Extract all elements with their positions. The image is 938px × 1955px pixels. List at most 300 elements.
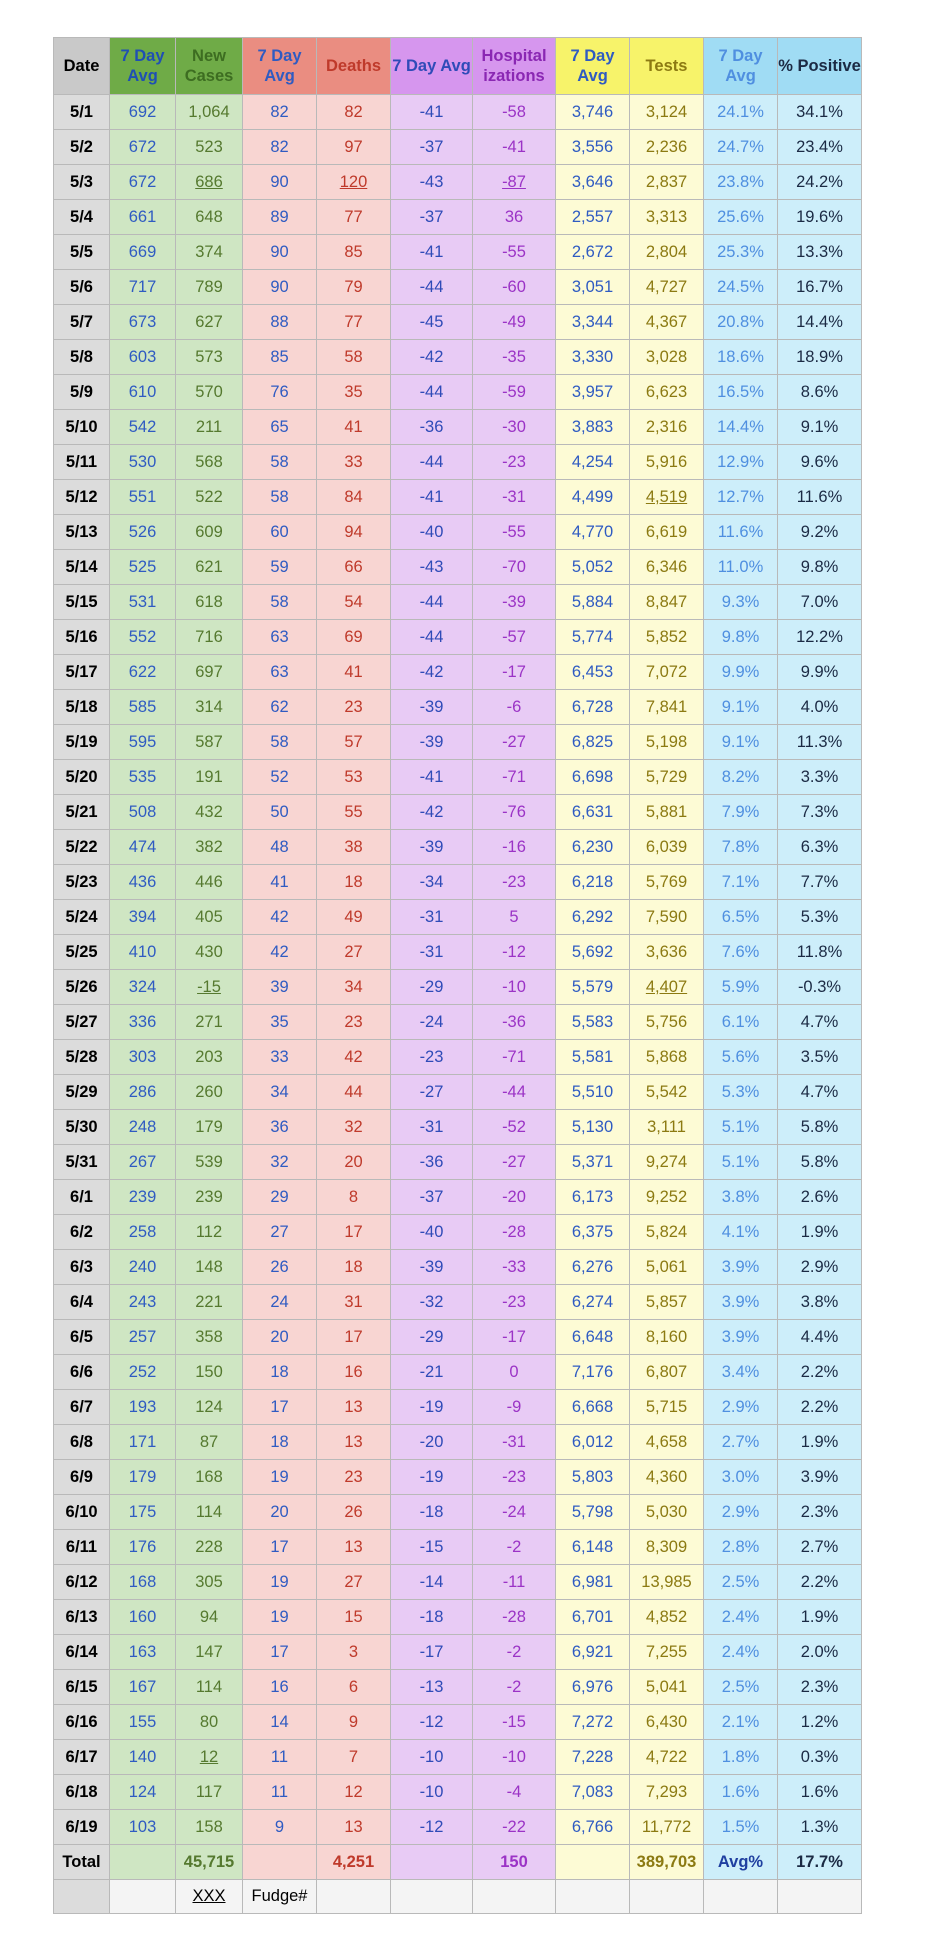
table-cell[interactable]: -15 (473, 1705, 556, 1740)
table-cell[interactable]: 717 (110, 270, 176, 305)
table-cell[interactable]: 5,798 (556, 1495, 630, 1530)
date-cell[interactable]: 6/7 (54, 1390, 110, 1425)
table-cell[interactable]: -55 (473, 515, 556, 550)
table-cell[interactable]: 2.9% (704, 1390, 778, 1425)
table-cell[interactable]: 692 (110, 95, 176, 130)
table-cell[interactable]: 11.8% (778, 935, 862, 970)
table-cell[interactable] (556, 1880, 630, 1914)
table-cell[interactable]: 622 (110, 655, 176, 690)
table-cell[interactable]: -32 (391, 1285, 473, 1320)
table-cell[interactable]: 7.3% (778, 795, 862, 830)
table-cell[interactable]: 9.1% (704, 725, 778, 760)
table-cell[interactable]: 13 (317, 1390, 391, 1425)
table-cell[interactable]: 18.9% (778, 340, 862, 375)
table-cell[interactable]: 474 (110, 830, 176, 865)
table-cell[interactable]: -15 (391, 1530, 473, 1565)
table-cell[interactable]: 34 (317, 970, 391, 1005)
date-cell[interactable]: 5/31 (54, 1145, 110, 1180)
date-cell[interactable]: 5/12 (54, 480, 110, 515)
date-cell[interactable]: 5/22 (54, 830, 110, 865)
table-cell[interactable]: 24.7% (704, 130, 778, 165)
table-cell[interactable]: -41 (473, 130, 556, 165)
date-cell[interactable]: 6/16 (54, 1705, 110, 1740)
table-cell[interactable]: 523 (176, 130, 243, 165)
table-cell[interactable]: 2.8% (704, 1530, 778, 1565)
table-cell[interactable]: 58 (243, 480, 317, 515)
date-cell[interactable]: 6/4 (54, 1285, 110, 1320)
table-cell[interactable]: -20 (473, 1180, 556, 1215)
table-cell[interactable]: 6,698 (556, 760, 630, 795)
table-cell[interactable]: 84 (317, 480, 391, 515)
table-cell[interactable]: 23 (317, 1005, 391, 1040)
table-cell[interactable]: 11 (243, 1775, 317, 1810)
table-cell[interactable]: 69 (317, 620, 391, 655)
table-cell[interactable]: 24.5% (704, 270, 778, 305)
table-cell[interactable]: -31 (473, 1425, 556, 1460)
table-cell[interactable]: 58 (243, 445, 317, 480)
table-cell[interactable]: 32 (317, 1110, 391, 1145)
date-cell[interactable]: 5/17 (54, 655, 110, 690)
table-cell[interactable]: 6.5% (704, 900, 778, 935)
table-cell[interactable]: 6,012 (556, 1425, 630, 1460)
table-cell[interactable]: 7.9% (704, 795, 778, 830)
table-cell[interactable]: 573 (176, 340, 243, 375)
table-cell[interactable]: 3.8% (704, 1180, 778, 1215)
table-cell[interactable]: 158 (176, 1810, 243, 1845)
table-cell[interactable]: -39 (391, 725, 473, 760)
table-cell[interactable]: 1.2% (778, 1705, 862, 1740)
table-cell[interactable]: 252 (110, 1355, 176, 1390)
table-cell[interactable]: 4,727 (630, 270, 704, 305)
table-cell[interactable]: 112 (176, 1215, 243, 1250)
table-cell[interactable]: 5,774 (556, 620, 630, 655)
table-cell[interactable]: -23 (473, 865, 556, 900)
table-cell[interactable]: 6.3% (778, 830, 862, 865)
date-cell[interactable]: 6/15 (54, 1670, 110, 1705)
table-cell[interactable]: 17 (243, 1635, 317, 1670)
table-cell[interactable] (317, 1880, 391, 1914)
date-cell[interactable]: 5/27 (54, 1005, 110, 1040)
table-cell[interactable]: 525 (110, 550, 176, 585)
table-cell[interactable]: 595 (110, 725, 176, 760)
table-cell[interactable]: 535 (110, 760, 176, 795)
table-cell[interactable]: -11 (473, 1565, 556, 1600)
table-cell[interactable]: 542 (110, 410, 176, 445)
table-cell[interactable]: 2.3% (778, 1670, 862, 1705)
table-cell[interactable]: 522 (176, 480, 243, 515)
table-cell[interactable]: 8,309 (630, 1530, 704, 1565)
table-cell[interactable]: -29 (391, 970, 473, 1005)
date-cell[interactable]: 6/17 (54, 1740, 110, 1775)
table-cell[interactable]: -42 (391, 340, 473, 375)
table-cell[interactable]: 5,198 (630, 725, 704, 760)
table-cell[interactable]: 7.6% (704, 935, 778, 970)
table-cell[interactable]: 27 (317, 1565, 391, 1600)
table-cell[interactable]: 0.3% (778, 1740, 862, 1775)
table-cell[interactable] (556, 1845, 630, 1880)
table-cell[interactable]: 5,916 (630, 445, 704, 480)
table-cell[interactable]: 260 (176, 1075, 243, 1110)
table-cell[interactable]: 8 (317, 1180, 391, 1215)
table-cell[interactable]: 0 (473, 1355, 556, 1390)
table-cell[interactable]: 50 (243, 795, 317, 830)
table-cell[interactable]: -39 (391, 1250, 473, 1285)
table-cell[interactable]: 36 (473, 200, 556, 235)
table-cell[interactable]: 1.9% (778, 1215, 862, 1250)
date-cell[interactable]: 5/13 (54, 515, 110, 550)
table-cell[interactable]: 16 (243, 1670, 317, 1705)
table-cell[interactable]: 5,692 (556, 935, 630, 970)
table-cell[interactable]: 26 (317, 1495, 391, 1530)
date-cell[interactable]: 5/14 (54, 550, 110, 585)
table-cell[interactable]: 2.7% (704, 1425, 778, 1460)
table-cell[interactable]: 7,255 (630, 1635, 704, 1670)
table-cell[interactable]: 171 (110, 1425, 176, 1460)
table-cell[interactable]: -36 (473, 1005, 556, 1040)
table-cell[interactable]: 15 (317, 1600, 391, 1635)
date-cell[interactable]: 5/7 (54, 305, 110, 340)
table-cell[interactable]: 9.8% (704, 620, 778, 655)
date-cell[interactable]: 5/26 (54, 970, 110, 1005)
table-cell[interactable]: 191 (176, 760, 243, 795)
table-cell[interactable]: 12 (317, 1775, 391, 1810)
table-cell[interactable]: 2.2% (778, 1565, 862, 1600)
table-cell[interactable]: 243 (110, 1285, 176, 1320)
table-cell[interactable]: 29 (243, 1180, 317, 1215)
table-cell[interactable]: 20 (243, 1320, 317, 1355)
table-cell[interactable]: 672 (110, 130, 176, 165)
table-cell[interactable]: 6,375 (556, 1215, 630, 1250)
table-cell[interactable]: 4,499 (556, 480, 630, 515)
table-cell[interactable]: 33 (317, 445, 391, 480)
table-cell[interactable]: 4,254 (556, 445, 630, 480)
table-cell[interactable]: 303 (110, 1040, 176, 1075)
table-cell[interactable]: -31 (473, 480, 556, 515)
table-cell[interactable]: 11,772 (630, 1810, 704, 1845)
table-cell[interactable]: 271 (176, 1005, 243, 1040)
table-cell[interactable]: 8,847 (630, 585, 704, 620)
header-hospitalizations[interactable]: Hospital izations (473, 38, 556, 95)
table-cell[interactable]: 23.4% (778, 130, 862, 165)
table-cell[interactable]: 11.0% (704, 550, 778, 585)
date-cell[interactable]: 5/24 (54, 900, 110, 935)
header-positive-7day-avg[interactable]: 7 Day Avg (704, 38, 778, 95)
table-cell[interactable]: -17 (391, 1635, 473, 1670)
table-cell[interactable]: -10 (391, 1775, 473, 1810)
table-cell[interactable]: 5.8% (778, 1110, 862, 1145)
table-cell[interactable]: -37 (391, 200, 473, 235)
table-cell[interactable]: 76 (243, 375, 317, 410)
table-cell[interactable]: 3,124 (630, 95, 704, 130)
table-cell[interactable]: 13 (317, 1425, 391, 1460)
table-cell[interactable]: 1.3% (778, 1810, 862, 1845)
table-cell[interactable]: 3,051 (556, 270, 630, 305)
table-cell[interactable]: 568 (176, 445, 243, 480)
table-cell[interactable]: 16.7% (778, 270, 862, 305)
table-cell[interactable]: 3,746 (556, 95, 630, 130)
table-cell[interactable]: -23 (391, 1040, 473, 1075)
table-cell[interactable]: 4.0% (778, 690, 862, 725)
table-cell[interactable]: 1.8% (704, 1740, 778, 1775)
table-cell[interactable]: 14 (243, 1705, 317, 1740)
table-cell[interactable]: -45 (391, 305, 473, 340)
date-cell[interactable]: 5/5 (54, 235, 110, 270)
table-cell[interactable]: 618 (176, 585, 243, 620)
table-cell[interactable]: 7,083 (556, 1775, 630, 1810)
table-cell[interactable]: 4,722 (630, 1740, 704, 1775)
table-cell[interactable]: 9.3% (704, 585, 778, 620)
table-cell[interactable]: 5,756 (630, 1005, 704, 1040)
table-cell[interactable]: -30 (473, 410, 556, 445)
table-cell[interactable]: 358 (176, 1320, 243, 1355)
date-cell[interactable]: 5/18 (54, 690, 110, 725)
table-cell[interactable]: 7,228 (556, 1740, 630, 1775)
table-cell[interactable]: 405 (176, 900, 243, 935)
table-cell[interactable]: 410 (110, 935, 176, 970)
date-cell[interactable]: 5/29 (54, 1075, 110, 1110)
table-cell[interactable]: 19 (243, 1600, 317, 1635)
table-cell[interactable]: -21 (391, 1355, 473, 1390)
date-cell[interactable]: 5/6 (54, 270, 110, 305)
table-cell[interactable]: 211 (176, 410, 243, 445)
table-cell[interactable]: 62 (243, 690, 317, 725)
table-cell[interactable]: 12.7% (704, 480, 778, 515)
table-cell[interactable]: 7,590 (630, 900, 704, 935)
date-cell[interactable]: 5/23 (54, 865, 110, 900)
table-cell[interactable]: 3.4% (704, 1355, 778, 1390)
table-cell[interactable]: 2.7% (778, 1530, 862, 1565)
table-cell[interactable]: 5,852 (630, 620, 704, 655)
table-cell[interactable]: 19 (243, 1565, 317, 1600)
table-cell[interactable]: 52 (243, 760, 317, 795)
table-cell[interactable]: -43 (391, 165, 473, 200)
table-cell[interactable]: 59 (243, 550, 317, 585)
table-cell[interactable]: 9.6% (778, 445, 862, 480)
table-cell[interactable]: 124 (110, 1775, 176, 1810)
date-cell[interactable]: 5/8 (54, 340, 110, 375)
table-cell[interactable]: -57 (473, 620, 556, 655)
date-cell[interactable]: 6/12 (54, 1565, 110, 1600)
table-cell[interactable]: 90 (243, 165, 317, 200)
table-cell[interactable]: 147 (176, 1635, 243, 1670)
table-cell[interactable]: 35 (317, 375, 391, 410)
date-cell[interactable]: 5/3 (54, 165, 110, 200)
table-cell[interactable]: 12 (176, 1740, 243, 1775)
table-cell[interactable]: 2.3% (778, 1495, 862, 1530)
date-cell[interactable]: 6/5 (54, 1320, 110, 1355)
table-cell[interactable]: 6,430 (630, 1705, 704, 1740)
table-cell[interactable]: 24 (243, 1285, 317, 1320)
table-cell[interactable]: -29 (391, 1320, 473, 1355)
table-cell[interactable]: 179 (176, 1110, 243, 1145)
header-deaths-7day-avg[interactable]: 7 Day Avg (243, 38, 317, 95)
table-cell[interactable]: -35 (473, 340, 556, 375)
table-cell[interactable]: -23 (473, 445, 556, 480)
table-cell[interactable]: 25.6% (704, 200, 778, 235)
table-cell[interactable]: 20.8% (704, 305, 778, 340)
table-cell[interactable]: 60 (243, 515, 317, 550)
table-cell[interactable]: 7,272 (556, 1705, 630, 1740)
table-cell[interactable]: 5,061 (630, 1250, 704, 1285)
table-cell[interactable]: 63 (243, 655, 317, 690)
table-cell[interactable]: 18 (317, 865, 391, 900)
total-percent-positive[interactable]: 17.7% (778, 1845, 862, 1880)
table-cell[interactable]: 114 (176, 1495, 243, 1530)
table-cell[interactable]: 11 (243, 1740, 317, 1775)
table-cell[interactable]: 117 (176, 1775, 243, 1810)
table-cell[interactable]: 2,557 (556, 200, 630, 235)
table-cell[interactable]: 167 (110, 1670, 176, 1705)
table-cell[interactable]: 148 (176, 1250, 243, 1285)
date-cell[interactable]: 6/11 (54, 1530, 110, 1565)
table-cell[interactable]: 80 (176, 1705, 243, 1740)
table-cell[interactable]: 5,041 (630, 1670, 704, 1705)
table-cell[interactable]: 3,111 (630, 1110, 704, 1145)
table-cell[interactable]: 33 (243, 1040, 317, 1075)
note-xxx[interactable]: XXX (176, 1880, 243, 1914)
table-cell[interactable]: 286 (110, 1075, 176, 1110)
table-cell[interactable]: 35 (243, 1005, 317, 1040)
table-cell[interactable]: 603 (110, 340, 176, 375)
date-cell[interactable]: 5/1 (54, 95, 110, 130)
table-cell[interactable]: -10 (473, 970, 556, 1005)
table-cell[interactable]: 6,631 (556, 795, 630, 830)
table-cell[interactable]: 530 (110, 445, 176, 480)
total-new-cases[interactable]: 45,715 (176, 1845, 243, 1880)
table-cell[interactable]: -18 (391, 1495, 473, 1530)
table-cell[interactable]: -16 (473, 830, 556, 865)
table-cell[interactable]: 2.4% (704, 1600, 778, 1635)
table-cell[interactable]: 89 (243, 200, 317, 235)
table-cell[interactable]: 7,072 (630, 655, 704, 690)
date-cell[interactable]: 5/19 (54, 725, 110, 760)
table-cell[interactable]: 3,646 (556, 165, 630, 200)
table-cell[interactable]: 6,292 (556, 900, 630, 935)
table-cell[interactable]: 23 (317, 690, 391, 725)
table-cell[interactable]: 13 (317, 1530, 391, 1565)
total-label[interactable]: Total (54, 1845, 110, 1880)
table-cell[interactable]: 6,648 (556, 1320, 630, 1355)
table-cell[interactable]: 3,028 (630, 340, 704, 375)
table-cell[interactable]: 8.6% (778, 375, 862, 410)
header-tests-7day-avg[interactable]: 7 Day Avg (556, 38, 630, 95)
table-cell[interactable]: -71 (473, 760, 556, 795)
table-cell[interactable]: 4,367 (630, 305, 704, 340)
date-cell[interactable]: 5/25 (54, 935, 110, 970)
date-cell[interactable]: 6/18 (54, 1775, 110, 1810)
table-cell[interactable]: -12 (391, 1810, 473, 1845)
table-cell[interactable]: -31 (391, 935, 473, 970)
table-cell[interactable]: 82 (243, 130, 317, 165)
table-cell[interactable]: 5,542 (630, 1075, 704, 1110)
table-cell[interactable]: 446 (176, 865, 243, 900)
table-cell[interactable]: -12 (391, 1705, 473, 1740)
table-cell[interactable]: 150 (176, 1355, 243, 1390)
table-cell[interactable]: 394 (110, 900, 176, 935)
table-cell[interactable]: 18 (317, 1250, 391, 1285)
table-cell[interactable]: -17 (473, 1320, 556, 1355)
table-cell[interactable]: 5,881 (630, 795, 704, 830)
header-cases-7day-avg[interactable]: 7 Day Avg (110, 38, 176, 95)
table-cell[interactable]: 155 (110, 1705, 176, 1740)
table-cell[interactable]: 25.3% (704, 235, 778, 270)
table-cell[interactable]: 3,313 (630, 200, 704, 235)
date-cell[interactable]: 5/21 (54, 795, 110, 830)
table-cell[interactable]: 5,371 (556, 1145, 630, 1180)
table-cell[interactable]: 551 (110, 480, 176, 515)
date-cell[interactable]: 6/10 (54, 1495, 110, 1530)
table-cell[interactable]: -41 (391, 235, 473, 270)
table-cell[interactable]: 9.1% (778, 410, 862, 445)
table-cell[interactable]: 20 (243, 1495, 317, 1530)
table-cell[interactable]: 5,803 (556, 1460, 630, 1495)
total-avg-label[interactable]: Avg% (704, 1845, 778, 1880)
table-cell[interactable]: 6,766 (556, 1810, 630, 1845)
table-cell[interactable]: 8.2% (704, 760, 778, 795)
table-cell[interactable]: -2 (473, 1635, 556, 1670)
table-cell[interactable]: 32 (243, 1145, 317, 1180)
table-cell[interactable]: 94 (176, 1600, 243, 1635)
table-cell[interactable]: 120 (317, 165, 391, 200)
table-cell[interactable]: 3.8% (778, 1285, 862, 1320)
table-cell[interactable]: 7 (317, 1740, 391, 1775)
table-cell[interactable]: -12 (473, 935, 556, 970)
table-cell[interactable]: -31 (391, 1110, 473, 1145)
table-cell[interactable]: 5.9% (704, 970, 778, 1005)
table-cell[interactable]: 2.2% (778, 1355, 862, 1390)
table-cell[interactable]: 168 (110, 1565, 176, 1600)
table-cell[interactable]: 97 (317, 130, 391, 165)
table-cell[interactable]: -42 (391, 795, 473, 830)
table-cell[interactable]: 669 (110, 235, 176, 270)
table-cell[interactable]: -34 (391, 865, 473, 900)
table-cell[interactable]: 5,868 (630, 1040, 704, 1075)
table-cell[interactable]: 5,581 (556, 1040, 630, 1075)
table-cell[interactable]: 7,176 (556, 1355, 630, 1390)
table-cell[interactable]: 1.6% (704, 1775, 778, 1810)
table-cell[interactable]: 140 (110, 1740, 176, 1775)
table-cell[interactable]: -24 (391, 1005, 473, 1040)
table-cell[interactable]: 23.8% (704, 165, 778, 200)
table-cell[interactable]: -40 (391, 1215, 473, 1250)
table-cell[interactable]: 257 (110, 1320, 176, 1355)
table-cell[interactable]: -52 (473, 1110, 556, 1145)
table-cell[interactable]: 430 (176, 935, 243, 970)
table-cell[interactable]: 9.9% (704, 655, 778, 690)
table-cell[interactable]: 539 (176, 1145, 243, 1180)
table-cell[interactable]: 2,316 (630, 410, 704, 445)
table-cell[interactable]: 3,330 (556, 340, 630, 375)
table-cell[interactable]: 11.6% (778, 480, 862, 515)
table-cell[interactable]: 88 (243, 305, 317, 340)
table-cell[interactable]: 4,519 (630, 480, 704, 515)
table-cell[interactable]: -27 (473, 725, 556, 760)
table-cell[interactable]: -17 (473, 655, 556, 690)
table-cell[interactable]: 1.5% (704, 1810, 778, 1845)
table-cell[interactable]: 2,804 (630, 235, 704, 270)
table-cell[interactable]: 34 (243, 1075, 317, 1110)
table-cell[interactable]: 16 (317, 1355, 391, 1390)
table-cell[interactable]: -70 (473, 550, 556, 585)
table-cell[interactable]: 11.3% (778, 725, 862, 760)
table-cell[interactable]: 4.1% (704, 1215, 778, 1250)
date-cell[interactable]: 5/16 (54, 620, 110, 655)
table-cell[interactable]: 41 (317, 655, 391, 690)
table-cell[interactable]: -20 (391, 1425, 473, 1460)
table-cell[interactable]: 661 (110, 200, 176, 235)
table-cell[interactable]: 79 (317, 270, 391, 305)
table-cell[interactable]: 176 (110, 1530, 176, 1565)
